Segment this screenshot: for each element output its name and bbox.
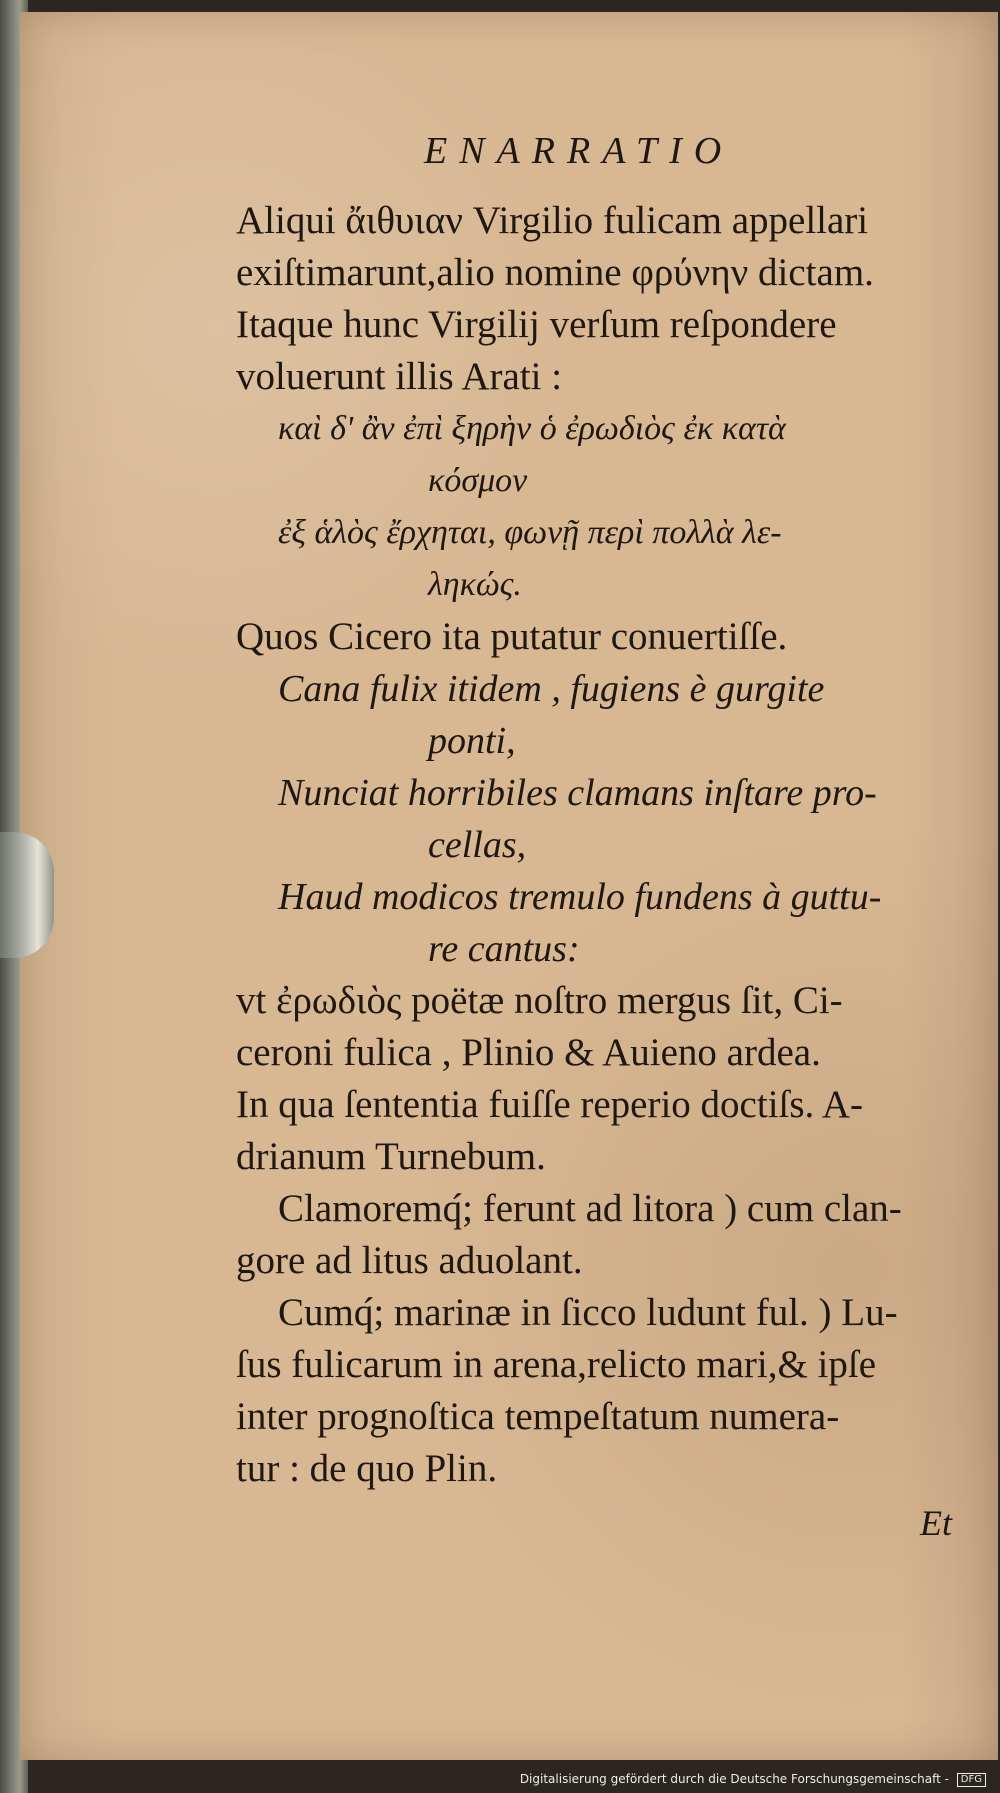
credit-text: Digitalisierung gefördert durch die Deutsche Forschungsgemeinschaft - xyxy=(519,1772,949,1786)
catchword: Et xyxy=(920,1503,952,1543)
digitization-credit xyxy=(520,1771,986,1787)
commentary-line-5: inter prognoſtica tempeſtatum numera- xyxy=(236,1395,840,1438)
verse-line-2: ponti, xyxy=(428,720,516,762)
text-line-16: vt ἐρωδιὸς poëtæ noſtro mergus ſit, Ci- xyxy=(236,979,843,1022)
text-line-3: Itaque hunc Virgilij verſum reſpondere xyxy=(236,303,837,346)
greek-line-1: καὶ δ' ἂν ἐπὶ ξηρὴν ὁ ἐρωδιὸς ἐκ κατὰ xyxy=(278,410,786,447)
commentary-line-6: tur : de quo Plin. xyxy=(236,1447,498,1490)
commentary-line-1: Clamoremq́; ferunt ad litora ) cum clan- xyxy=(278,1187,902,1230)
greek-line-3: ἐξ ἁλὸς ἔρχηται, φωνῇ περὶ πολλὰ λε- xyxy=(278,514,782,551)
commentary-line-2: gore ad litus aduolant. xyxy=(236,1239,583,1282)
text-line-9: Quos Cicero ita putatur conuertiſſe. xyxy=(236,615,788,658)
page-clip xyxy=(0,832,54,958)
verse-line-3: Nunciat horribiles clamans inſtare pro- xyxy=(278,772,877,814)
text-line-2: exiſtimarunt,alio nomine φρύνην dictam. xyxy=(236,251,874,294)
dfg-logo: DFG xyxy=(957,1773,986,1787)
verse-line-6: re cantus: xyxy=(428,928,580,970)
page-text xyxy=(236,125,976,1549)
commentary-line-3: Cumq́; marinæ in ſicco ludunt ful. ) Lu- xyxy=(278,1291,898,1334)
text-line-4: voluerunt illis Arati : xyxy=(236,355,563,398)
text-line-19: drianum Turnebum. xyxy=(236,1135,546,1178)
verse-line-4: cellas, xyxy=(428,824,527,866)
greek-line-4: ληκώς. xyxy=(428,566,522,603)
text-line-17: ceroni fulica , Plinio & Auieno ardea. xyxy=(236,1031,821,1074)
verse-line-1: Cana fulix itidem , fugiens è gurgite xyxy=(278,668,825,710)
text-line-1: Aliqui ἄιθυιαν Virgilio fulicam appellari xyxy=(236,199,869,242)
commentary-line-4: ſus fulicarum in arena,relicto mari,& ipſe xyxy=(236,1343,877,1386)
text-line-18: In qua ſententia fuiſſe reperio doctiſs. A- xyxy=(236,1083,864,1126)
greek-line-2: κόσμον xyxy=(428,462,528,499)
verse-line-5: Haud modicos tremulo fundens à guttu- xyxy=(278,876,882,918)
page-heading: ENARRATIO xyxy=(424,130,734,172)
